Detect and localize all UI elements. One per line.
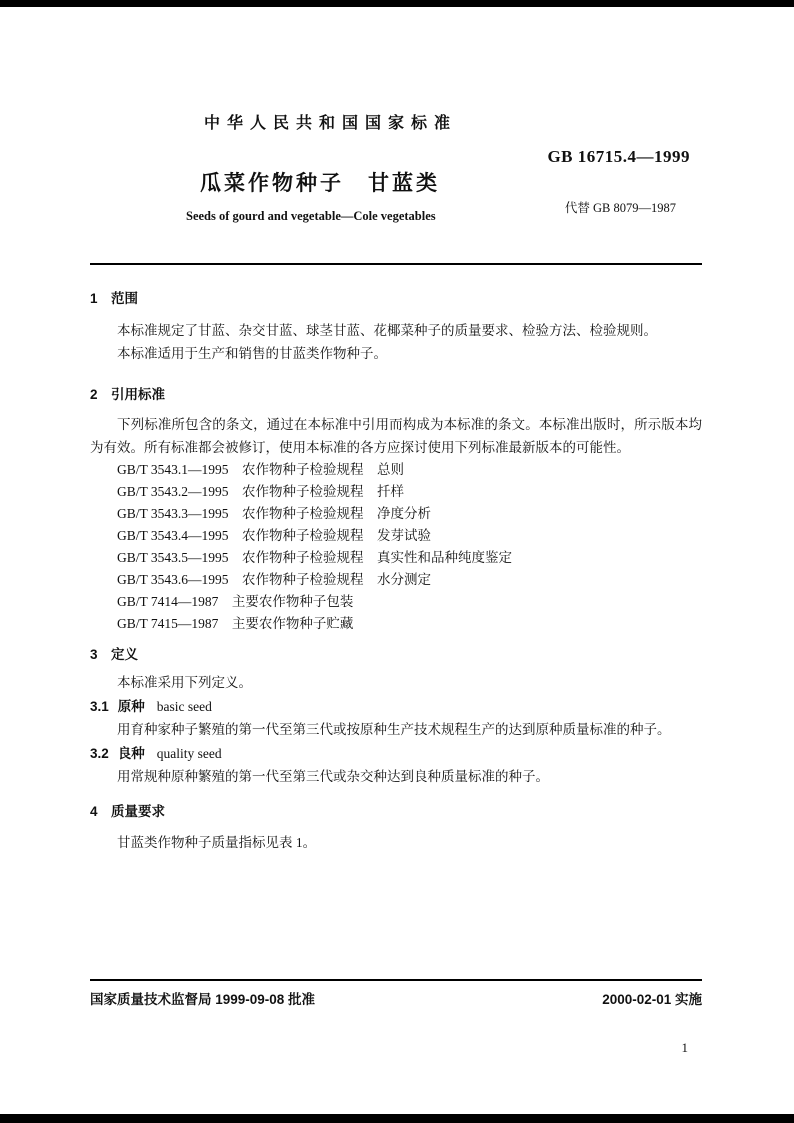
implementation-text: 2000-02-01 实施 <box>602 992 702 1007</box>
reference-item: GB/T 7415—1987 主要农作物种子贮藏 <box>117 616 354 631</box>
section-heading: 2 引用标准 <box>90 387 166 402</box>
footer-rule <box>90 979 702 981</box>
standard-preamble: 中华人民共和国国家标准 <box>204 115 458 132</box>
term-definition: 用育种家种子繁殖的第一代至第三代或按原种生产技术规程生产的达到原种质量标准的种子。 <box>117 722 671 737</box>
reference-list <box>90 459 702 635</box>
document-body <box>90 285 702 854</box>
section-heading: 1 范围 <box>90 291 139 306</box>
section-definitions <box>90 643 702 788</box>
reference-item: GB/T 7414—1987 主要农作物种子包装 <box>117 594 354 609</box>
term-name-en: quality seed <box>156 746 222 761</box>
term-name-cn: 原种 <box>117 699 145 714</box>
paragraph: 本标准规定了甘蓝、杂交甘蓝、球茎甘蓝、花椰菜种子的质量要求、检验方法、检验规则。 <box>117 323 657 338</box>
term-heading-basic-seed <box>90 695 702 718</box>
bottom-scan-bar <box>0 1114 794 1123</box>
reference-item: GB/T 3543.4—1995 农作物种子检验规程 发芽试验 <box>117 528 432 543</box>
document-title-english: Seeds of gourd and vegetable—Cole vegetables <box>186 209 436 223</box>
reference-item: GB/T 3543.2—1995 农作物种子检验规程 扦样 <box>117 484 405 499</box>
reference-item: GB/T 3543.3—1995 农作物种子检验规程 净度分析 <box>117 506 432 521</box>
section-heading: 4 质量要求 <box>90 804 166 819</box>
term-name-cn: 良种 <box>117 746 145 761</box>
section-quality-requirements <box>90 800 702 854</box>
term-heading-quality-seed <box>90 742 702 765</box>
term-number: 3.1 <box>90 699 109 714</box>
term-name-en: basic seed <box>156 699 212 714</box>
header-rule <box>90 263 702 265</box>
section-heading: 3 定义 <box>90 647 139 662</box>
approval-text: 国家质量技术监督局 1999-09-08 批准 <box>90 992 316 1007</box>
paragraph: 甘蓝类作物种子质量指标见表 1。 <box>117 835 317 850</box>
page-number: 1 <box>681 1040 688 1055</box>
section-scope <box>90 287 702 365</box>
top-scan-bar <box>0 0 794 7</box>
section-normative-references <box>90 383 702 635</box>
term-number: 3.2 <box>90 746 109 761</box>
superseded-note: 代替 GB 8079—1987 <box>564 201 676 215</box>
reference-item: GB/T 3543.6—1995 农作物种子检验规程 水分测定 <box>117 572 432 587</box>
paragraph: 本标准适用于生产和销售的甘蓝类作物种子。 <box>117 346 387 361</box>
paragraph: 本标准采用下列定义。 <box>117 675 252 690</box>
reference-item: GB/T 3543.5—1995 农作物种子检验规程 真实性和品种纯度鉴定 <box>117 550 513 565</box>
document-title: 瓜菜作物种子 甘蓝类 <box>200 172 440 195</box>
standard-number: GB 16715.4—1999 <box>547 147 690 166</box>
paragraph: 下列标准所包含的条文，通过在本标准中引用而构成为本标准的条文。本标准出版时，所示版本均为有效。所有标准都会被修订，使用本标准的各方应探讨使用下列标准最新版本的可能性。 <box>90 417 702 455</box>
footer <box>90 988 702 1008</box>
reference-item: GB/T 3543.1—1995 农作物种子检验规程 总则 <box>117 462 405 477</box>
term-definition: 用常规种原种繁殖的第一代至第三代或杂交种达到良种质量标准的种子。 <box>117 769 549 784</box>
